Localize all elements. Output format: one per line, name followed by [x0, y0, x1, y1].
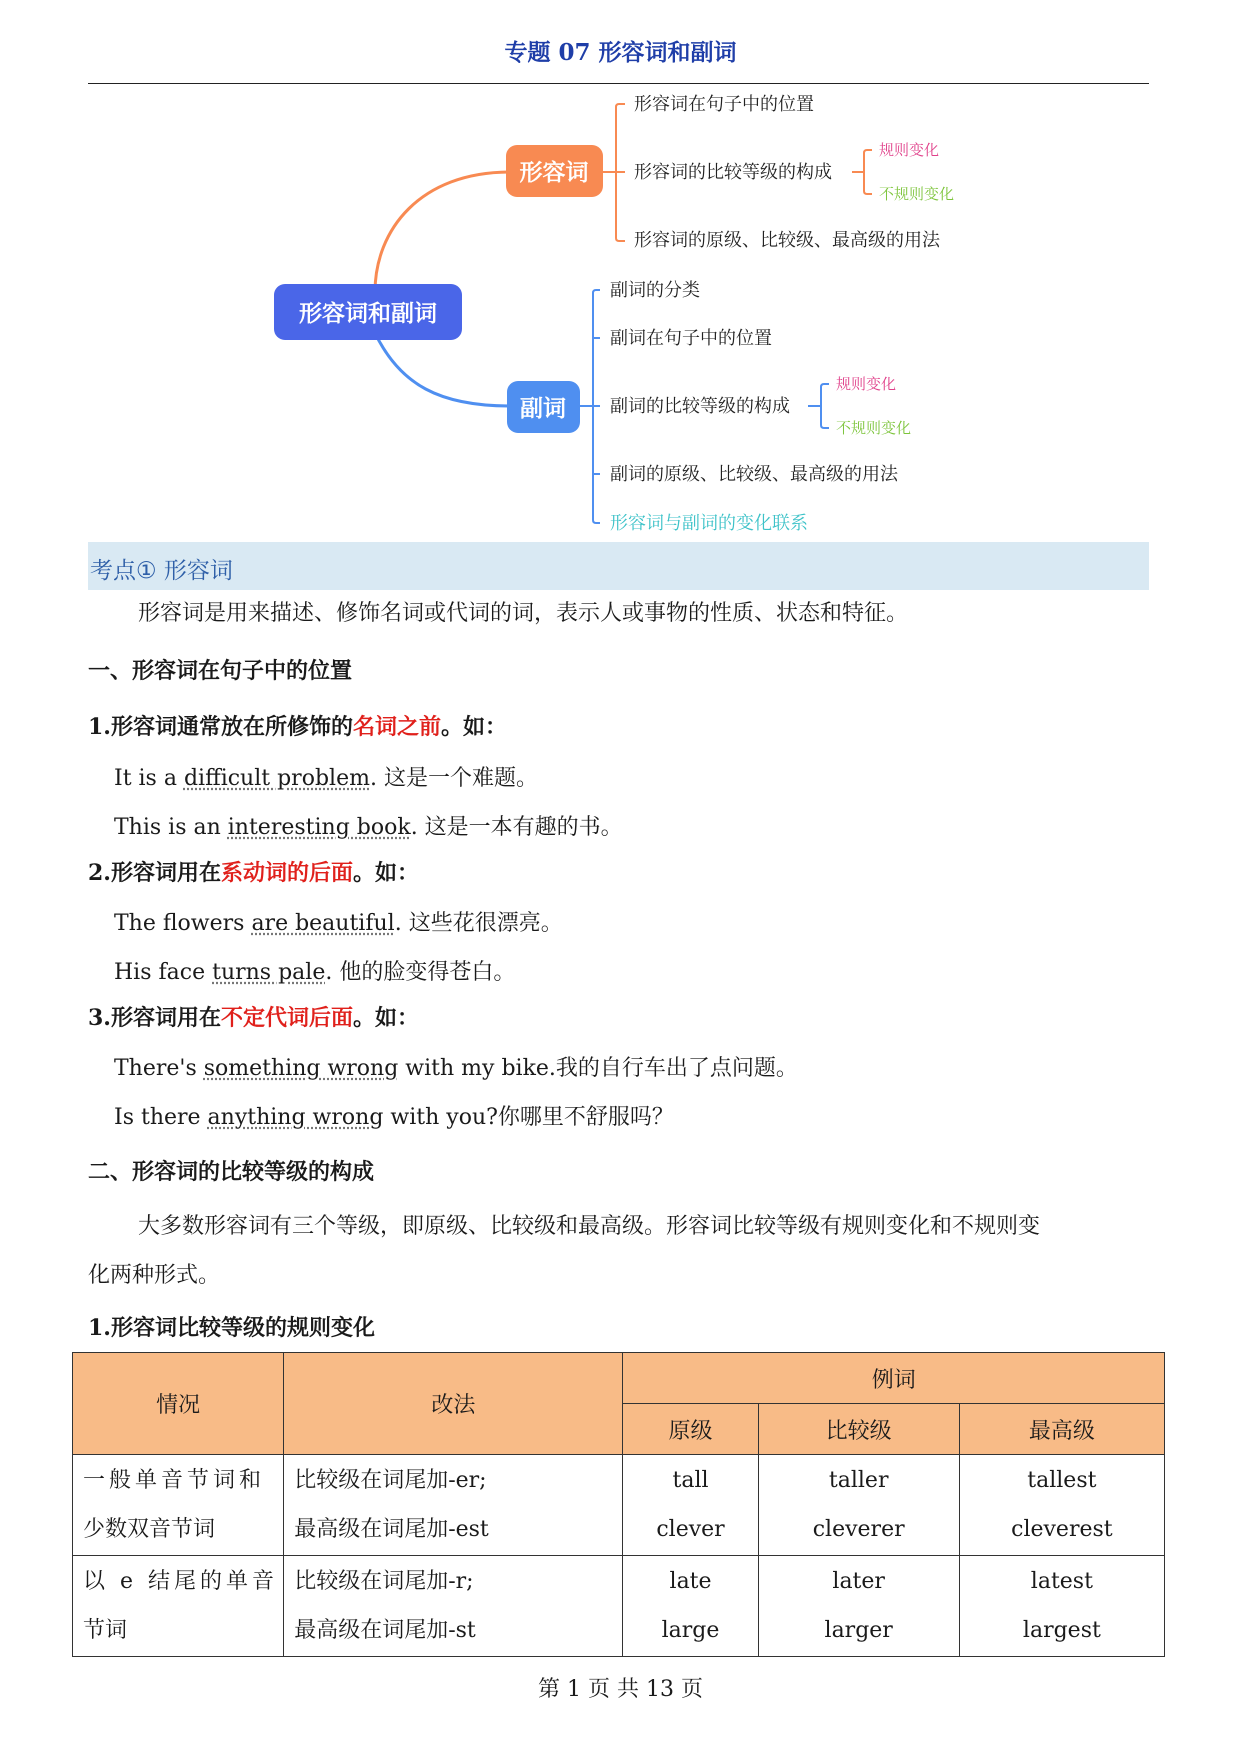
- table-row: [73, 1556, 1165, 1657]
- cell-superlative: tallest cleverest: [959, 1455, 1164, 1556]
- page-footer: 第 1 页 共 13 页: [538, 1677, 703, 1702]
- mindmap-adj-item: 形容词在句子中的位置: [634, 94, 814, 115]
- mindmap-adj-item: 形容词的原级、比较级、最高级的用法: [634, 230, 940, 251]
- section-heading: 一、形容词在句子中的位置: [88, 658, 353, 684]
- table-row: [73, 1455, 1165, 1556]
- mindmap-adverb-label: 副词: [520, 396, 566, 422]
- body-paragraph: 化两种形式。: [88, 1263, 221, 1288]
- header-situation: 情况: [73, 1353, 284, 1455]
- cell-comparative: later larger: [758, 1556, 959, 1657]
- intro-paragraph: 形容词是用来描述、修饰名词或代词的词，表示人或事物的性质、状态和特征。: [138, 601, 909, 626]
- root-to-adjective-connector: [375, 172, 510, 292]
- header-superlative: 最高级: [959, 1404, 1164, 1455]
- cell-method: 比较级在词尾加-r; 最高级在词尾加-st: [284, 1556, 623, 1657]
- cell-positive: tall clever: [623, 1455, 758, 1556]
- mindmap-adjective-label: 形容词: [519, 160, 589, 186]
- header-examples: 例词: [623, 1353, 1165, 1404]
- root-to-adverb-connector: [375, 333, 510, 406]
- body-paragraph: 大多数形容词有三个等级，即原级、比较级和最高级。形容词比较等级有规则变化和不规则变: [138, 1214, 1041, 1239]
- subsection-heading: 1.形容词比较等级的规则变化: [88, 1315, 375, 1341]
- section-heading: 二、形容词的比较等级的构成: [88, 1159, 375, 1185]
- example-sentence: The flowers are beautiful. 这些花很漂亮。: [114, 911, 563, 936]
- example-sentence: It is a difficult problem. 这是一个难题。: [114, 766, 538, 791]
- example-sentence: There's something wrong with my bike.我的自行车出了点问题。: [114, 1056, 798, 1081]
- kaodian-banner: [88, 542, 1149, 590]
- mindmap-adj-irregular: 不规则变化: [879, 185, 955, 203]
- example-sentence: Is there anything wrong with you?你哪里不舒服吗？: [114, 1105, 674, 1130]
- mindmap-adv-item: 副词的分类: [610, 280, 700, 301]
- mindmap-adv-irregular: 不规则变化: [836, 419, 912, 437]
- header-comparative: 比较级: [758, 1404, 959, 1455]
- comparison-table: [72, 1352, 1165, 1657]
- mindmap-root-label: 形容词和副词: [299, 301, 437, 327]
- mindmap-adj-item: 形容词的比较等级的构成: [634, 162, 832, 183]
- cell-superlative: latest largest: [959, 1556, 1164, 1657]
- example-sentence: His face turns pale. 他的脸变得苍白。: [114, 960, 516, 985]
- mindmap-adv-item: 副词在句子中的位置: [610, 328, 772, 349]
- cell-situation: 一般单音节词和 少数双音节词: [73, 1455, 284, 1556]
- mindmap-adv-item: 副词的比较等级的构成: [610, 396, 790, 417]
- rule-heading: 2.形容词用在系动词的后面。如：: [88, 860, 419, 886]
- mindmap-adv-regular: 规则变化: [836, 375, 897, 393]
- mind-map: [0, 0, 1241, 545]
- cell-comparative: taller cleverer: [758, 1455, 959, 1556]
- mindmap-adj-regular: 规则变化: [879, 141, 940, 159]
- header-method: 改法: [284, 1353, 623, 1455]
- kaodian-title: 考点① 形容词: [90, 558, 233, 584]
- document-title: 专题 07 形容词和副词: [504, 39, 737, 66]
- cell-situation: 以 e 结尾的单音 节词: [73, 1556, 284, 1657]
- example-sentence: This is an interesting book. 这是一本有趣的书。: [114, 815, 623, 840]
- rule-heading: 1.形容词通常放在所修饰的名词之前。如：: [88, 714, 507, 740]
- mindmap-adv-link-item: 形容词与副词的变化联系: [610, 513, 808, 534]
- mindmap-adv-item: 副词的原级、比较级、最高级的用法: [610, 464, 898, 485]
- cell-positive: late large: [623, 1556, 758, 1657]
- header-positive: 原级: [623, 1404, 758, 1455]
- rule-heading: 3.形容词用在不定代词后面。如：: [88, 1005, 419, 1031]
- cell-method: 比较级在词尾加-er; 最高级在词尾加-est: [284, 1455, 623, 1556]
